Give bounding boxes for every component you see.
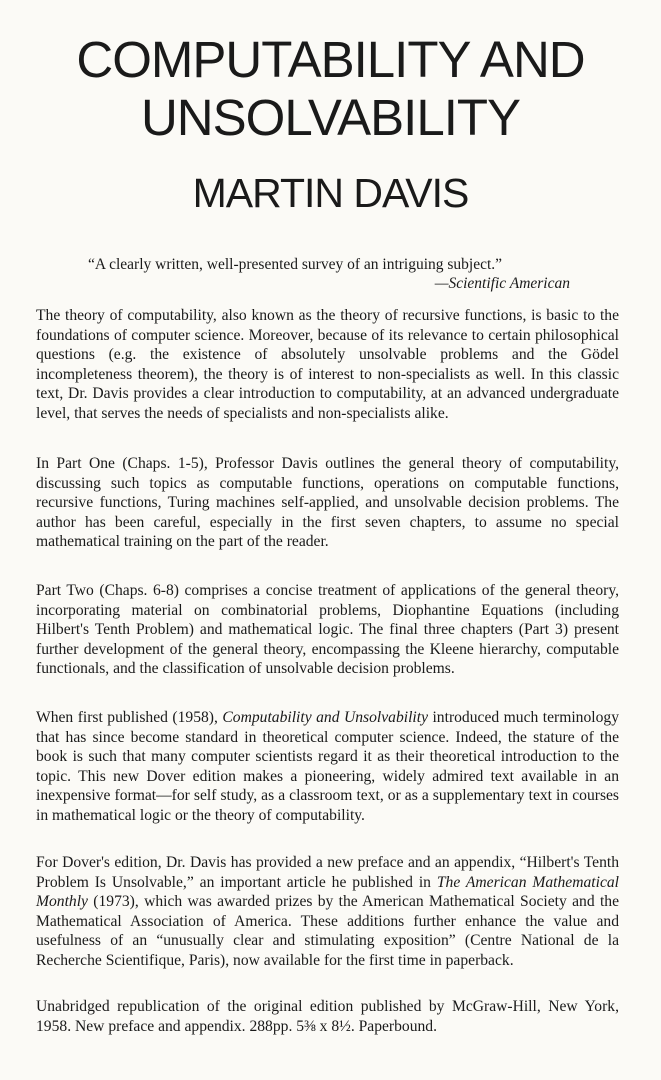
paragraph-5-text-end: (1973), which was awarded prizes by the American Mathematical Society and the Mathematical Association of America. These additions further enhance the value and usefulness of an “unusually clear and stimulating exposition” (Centre National de la Recherche Scientifique, Paris), now available for the first time in paperback. bbox=[36, 893, 619, 969]
book-title-italic: Computability and Unsolvability bbox=[222, 709, 428, 726]
book-title-line-2: UNSOLVABILITY bbox=[140, 89, 521, 146]
description-paragraph-4 bbox=[36, 708, 619, 826]
paragraph-4-text-end: introduced much terminology that has since become standard in theoretical computer science. Indeed, the stature of the book is such that many computer scientists regard it as their theoretical introduction to the topic. This new Dover edition makes a pioneering, widely admired text available in an inexpensive format—for self study, as a classroom text, or as a supplementary text in courses in mathematical logic or the theory of computability. bbox=[36, 709, 619, 824]
paragraph-5-text-start: For Dover's edition, Dr. Davis has provided a new preface and an appendix, “Hilbert's Tenth Problem Is Unsolvable,” an important article he published in bbox=[36, 854, 619, 891]
journal-title-italic: The American Mathematical Monthly bbox=[36, 873, 620, 911]
review-quote-source: —Scientific American bbox=[434, 275, 570, 292]
description-paragraph-1: The theory of computability, also known as the theory of recursive functions, is basic to the foundations of computer science. Moreover, because of its relevance to certain philosophical questions (e.g. the existence of absolutely unsolvable problems and the Gödel incompleteness theorem), the theory is of interest to non-specialists as well. In this classic text, Dr. Davis provides a clear introduction to computability, at an advanced undergraduate level, that serves the needs of specialists and non-specialists alike. bbox=[36, 307, 619, 422]
review-quote: “A clearly written, well-presented survey of an intriguing subject.” bbox=[88, 256, 503, 273]
paragraph-4-text-start: When first published (1958), bbox=[36, 709, 223, 726]
description-paragraph-5 bbox=[36, 853, 619, 971]
publication-details: Unabridged republication of the original edition published by McGraw-Hill, New York, 1958. New preface and appendix. 288pp. 5⅜ x 8½. Paperbound. bbox=[36, 998, 619, 1035]
description-paragraph-2: In Part One (Chaps. 1-5), Professor Davis outlines the general theory of computability, discussing such topics as computable functions, operations on computable functions, recursive functions, Turing machines self-applied, and unsolvable decision problems. The author has been careful, especially in the first seven chapters, to assume no special mathematical training on the part of the reader. bbox=[36, 455, 619, 551]
book-author: MARTIN DAVIS bbox=[192, 170, 469, 216]
book-title-line-1: COMPUTABILITY AND bbox=[76, 31, 585, 88]
description-paragraph-3: Part Two (Chaps. 6-8) comprises a concise treatment of applications of the general theory, incorporating material on combinatorial problems, Diophantine Equations (including Hilbert's Tenth Problem) and mathematical logic. The final three chapters (Part 3) present further development of the general theory, encompassing the Kleene hierarchy, computable functionals, and the classification of unsolvable decision problems. bbox=[36, 582, 619, 678]
